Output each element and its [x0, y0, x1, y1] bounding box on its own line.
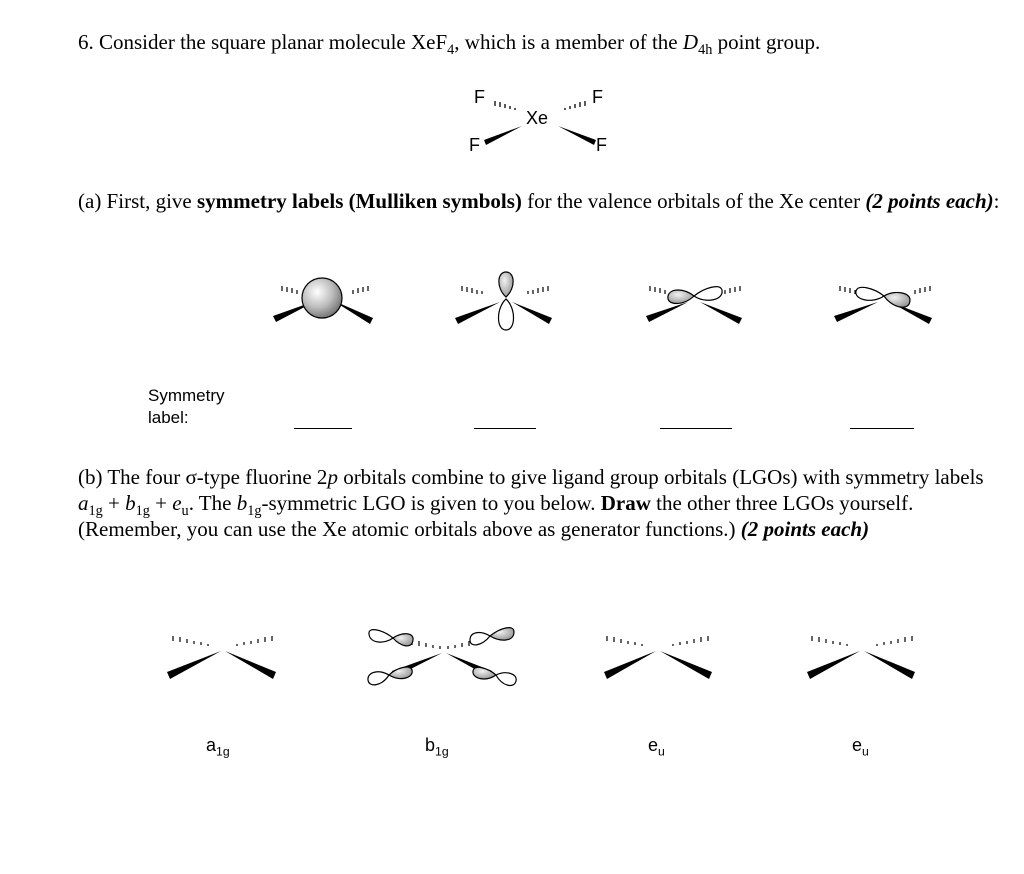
part-b-text: (b) The four σ-type fluorine 2p orbitals combine to give ligand group orbitals (LGOs) with symmetry labels $a_{1g} + b_{1g} + e_u$. The $b_{1g}$-symmetric LGO is given to you below. Draw the other three LGOs yourself. (Remember, you can use the Xe atomic orbitals above as generator functions.) (2 points each) [78, 465, 984, 541]
lgo-label-eu-2: $e_u$ [852, 735, 869, 759]
f-atom-bottom-right: F [596, 135, 607, 155]
answer-blank-px[interactable] [660, 428, 732, 429]
f-atom-top-left: F [474, 87, 485, 107]
lgo-skeleton-eu-1 [604, 636, 712, 679]
xe-pz-orbital [455, 272, 552, 330]
lgo-skeleton-a1g [167, 636, 276, 679]
lgo-label-a1g: $a_{1g}$ [206, 735, 230, 759]
xe-px-orbital [646, 286, 742, 324]
question-title: 6. Consider the square planar molecule XeF$_4$, which is a member of the $D_{4h}$ point group. [78, 30, 821, 58]
answer-blank-s[interactable] [294, 428, 352, 429]
xe-atom: Xe [526, 108, 549, 128]
f-atom-bottom-left: F [469, 135, 480, 155]
xe-s-orbital [273, 278, 373, 324]
part-a-text: (a) First, give symmetry labels (Mulliken symbols) for the valence orbitals of the Xe center (2 points each): [78, 189, 1000, 213]
lgo-label-eu-1: $e_u$ [648, 735, 665, 759]
answer-blank-py[interactable] [850, 428, 914, 429]
answer-blank-pz[interactable] [474, 428, 536, 429]
xe-py-orbital [834, 286, 932, 324]
lgo-skeleton-eu-2 [807, 636, 915, 679]
lgo-b1g-drawing [368, 628, 516, 686]
lgo-label-b1g: $b_{1g}$ [425, 735, 449, 759]
f-atom-top-right: F [592, 87, 603, 107]
symmetry-label-heading: Symmetry label: [148, 386, 225, 427]
